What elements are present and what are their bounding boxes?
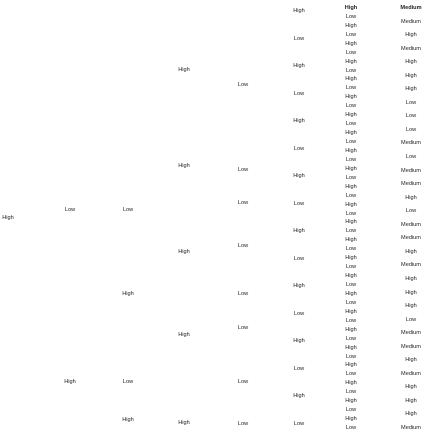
tree-node-level-3: High: [122, 417, 134, 423]
tree-node-level-6: High: [293, 338, 305, 345]
tree-node-level-6: Low: [293, 310, 305, 317]
tree-node-level-8: High: [405, 397, 417, 404]
tree-node-level-7: Low: [345, 425, 357, 431]
tree-node-level-5: Low: [237, 82, 249, 88]
tree-node-level-4: High: [178, 420, 190, 426]
tree-node-level-7: High: [345, 255, 357, 262]
tree-node-level-8: Medium: [401, 330, 421, 337]
tree-node-level-7: High: [345, 94, 357, 101]
tree-node-level-8: Medium: [401, 235, 421, 242]
tree-node-level-5: Low: [237, 325, 249, 331]
tree-node-level-7: Low: [345, 264, 357, 271]
tree-node-level-7: High: [345, 183, 357, 190]
tree-node-level-6: High: [293, 173, 305, 180]
tree-node-level-4: High: [178, 163, 190, 169]
tree-node-level-8: High: [405, 289, 417, 296]
tree-node-level-6: High: [293, 8, 305, 14]
tree-node-level-8: High: [405, 248, 417, 255]
tree-node-level-7: Low: [345, 192, 357, 199]
tree-node-level-4: High: [178, 249, 190, 255]
tree-node-level-7: High: [344, 5, 358, 11]
tree-node-level-6: High: [293, 393, 305, 400]
tree-node-level-7: Low: [345, 246, 357, 253]
tree-node-level-2: Low: [64, 207, 76, 213]
tree-node-level-7: High: [345, 147, 357, 154]
tree-node-level-7: High: [345, 290, 357, 297]
tree-node-level-7: High: [345, 201, 357, 208]
tree-node-level-8: High: [405, 303, 417, 310]
tree-node-level-7: Low: [345, 174, 357, 181]
tree-node-level-1: High: [2, 215, 14, 221]
tree-node-level-7: High: [345, 40, 357, 47]
tree-node-level-7: Low: [345, 317, 357, 324]
tree-node-level-7: Low: [345, 282, 357, 289]
tree-node-level-8: Medium: [400, 5, 422, 11]
tree-node-level-8: Medium: [401, 45, 421, 52]
tree-node-level-7: Low: [345, 407, 357, 414]
tree-node-level-3: Low: [122, 207, 134, 213]
tree-node-level-7: High: [345, 398, 357, 405]
tree-node-level-6: Low: [293, 90, 305, 97]
tree-node-level-2: High: [64, 379, 76, 385]
tree-node-level-7: High: [345, 380, 357, 387]
tree-node-level-4: High: [178, 67, 190, 73]
tree-node-level-7: Low: [345, 139, 357, 146]
tree-node-level-7: High: [345, 165, 357, 172]
tree-node-level-7: Low: [345, 103, 357, 110]
tree-node-level-7: Low: [345, 13, 357, 20]
tree-node-level-6: High: [293, 283, 305, 290]
tree-node-level-7: Low: [345, 156, 357, 163]
tree-node-level-7: Low: [345, 85, 357, 92]
tree-node-level-8: Medium: [401, 262, 421, 269]
tree-node-level-8: Medium: [401, 221, 421, 228]
tree-node-level-7: High: [345, 112, 357, 119]
tree-node-level-6: Low: [293, 35, 305, 42]
tree-node-level-8: High: [405, 411, 417, 418]
tree-node-level-7: High: [345, 273, 357, 280]
tree-node-level-7: High: [345, 76, 357, 83]
tree-node-level-8: Low: [405, 113, 417, 120]
tree-node-level-7: Low: [345, 228, 357, 235]
tree-node-level-8: High: [405, 194, 417, 201]
tree-node-level-5: Low: [237, 167, 249, 173]
tree-node-level-7: Low: [345, 121, 357, 128]
tree-node-level-5: Low: [237, 291, 249, 297]
tree-node-level-4: High: [178, 332, 190, 338]
tree-node-level-7: Low: [345, 31, 357, 38]
tree-node-level-7: High: [345, 344, 357, 351]
tree-node-level-8: High: [405, 32, 417, 39]
tree-node-level-7: Low: [345, 371, 357, 378]
tree-node-level-7: Low: [345, 353, 357, 360]
tree-node-level-8: Low: [405, 99, 417, 106]
tree-node-level-6: Low: [293, 421, 305, 427]
tree-node-level-8: Medium: [401, 370, 421, 377]
tree-node-level-7: High: [345, 219, 357, 226]
tree-node-level-8: High: [405, 357, 417, 364]
tree-node-level-8: Medium: [401, 425, 421, 431]
tree-node-level-5: Low: [237, 421, 249, 427]
tree-node-level-8: Low: [405, 208, 417, 215]
tree-node-level-7: High: [345, 22, 357, 29]
tree-node-level-7: High: [345, 362, 357, 369]
tree-node-level-8: High: [405, 275, 417, 282]
tree-node-level-5: Low: [237, 200, 249, 206]
tree-node-level-8: Medium: [401, 343, 421, 350]
tree-node-level-7: Low: [345, 299, 357, 306]
tree-node-level-8: Low: [405, 316, 417, 323]
tree-node-level-3: High: [122, 291, 134, 297]
tree-node-level-7: High: [345, 130, 357, 137]
tree-node-level-6: Low: [293, 145, 305, 152]
tree-node-level-8: High: [405, 59, 417, 66]
tree-node-level-7: High: [345, 326, 357, 333]
tree-node-level-6: High: [293, 118, 305, 125]
tree-node-level-6: Low: [293, 255, 305, 262]
tree-node-level-8: Medium: [401, 140, 421, 147]
tree-node-level-8: High: [405, 86, 417, 93]
tree-node-level-7: High: [345, 237, 357, 244]
tree-node-level-7: High: [345, 416, 357, 423]
tree-node-level-6: Low: [293, 365, 305, 372]
tree-node-level-6: High: [293, 228, 305, 235]
tree-node-level-7: Low: [345, 49, 357, 56]
tree-node-level-7: Low: [345, 335, 357, 342]
tree-node-level-8: Medium: [401, 181, 421, 188]
tree-node-level-8: High: [405, 72, 417, 79]
tree-node-level-8: Low: [405, 154, 417, 161]
tree-node-level-7: Low: [345, 67, 357, 74]
tree-node-level-7: Low: [345, 210, 357, 217]
tree-node-level-3: Low: [122, 379, 134, 385]
tree-node-level-7: High: [345, 308, 357, 315]
tree-node-level-5: Low: [237, 243, 249, 249]
tree-node-level-8: Medium: [401, 18, 421, 25]
tree-node-level-8: Medium: [401, 167, 421, 174]
tree-node-level-5: Low: [237, 379, 249, 385]
tree-node-level-7: High: [345, 58, 357, 65]
tree-node-level-6: High: [293, 63, 305, 70]
tree-node-level-7: Low: [345, 389, 357, 396]
tree-node-level-8: High: [405, 384, 417, 391]
tree-node-level-8: Low: [405, 126, 417, 133]
tree-node-level-6: Low: [293, 200, 305, 207]
